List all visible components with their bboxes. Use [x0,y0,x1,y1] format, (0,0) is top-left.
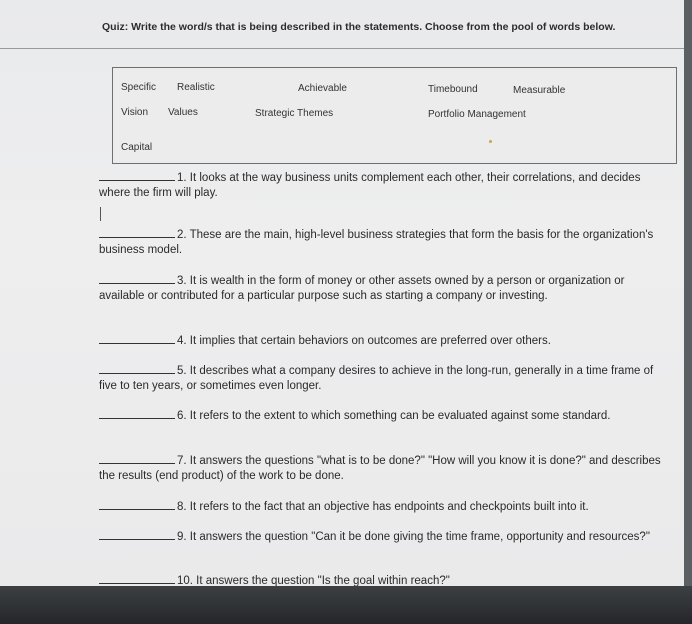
quiz-item [99,572,669,586]
item-text: 4. It implies that certain behaviors on outcomes are preferred over others. [177,335,551,347]
answer-blank[interactable] [99,362,175,374]
pool-word: Portfolio Management [428,109,526,120]
item-text: 3. It is wealth in the form of money or other assets owned by a person or organization or available or contributed for a particular purpose such as starting a company or investing. [99,275,625,302]
answer-blank[interactable] [99,272,175,284]
pool-word: Capital [121,142,153,153]
scrollbar-edge[interactable] [684,0,692,590]
quiz-item [99,452,669,484]
bottom-bezel [0,586,692,624]
header-divider [0,48,686,49]
item-text: 8. It refers to the fact that an objective has endpoints and checkpoints built into it. [177,501,589,513]
speck-mark [489,140,492,143]
quiz-item [99,528,669,545]
answer-blank[interactable] [99,572,175,584]
pool-word: Achievable [298,83,347,94]
pool-word: Realistic [177,82,215,93]
quiz-title: Quiz: Write the word/s that is being described in the statements. Choose from the pool of words below. [102,21,616,33]
answer-blank[interactable] [99,452,175,464]
item-text: 5. It describes what a company desires to achieve in the long-run, generally in a time frame of five to ten years, or sometimes even longer. [99,365,654,392]
answer-blank[interactable] [99,407,175,419]
pool-word: Vision [121,107,149,118]
pool-word: Specific [121,82,157,93]
answer-blank[interactable] [99,498,175,510]
answer-blank[interactable] [99,332,175,344]
quiz-item [99,226,669,258]
quiz-item [99,169,669,201]
quiz-item [99,272,669,304]
pool-word: Strategic Themes [255,108,334,119]
item-text: 1. It looks at the way business units complement each other, their correlations, and decides where the firm will play. [99,172,641,199]
item-text: 6. It refers to the extent to which something can be evaluated against some standard. [177,410,611,422]
item-text: 9. It answers the question "Can it be done giving the time frame, opportunity and resources?" [177,531,650,543]
answer-blank[interactable] [99,226,175,238]
quiz-item [99,407,669,424]
item-text: 2. These are the main, high-level business strategies that form the basis for the organization's business model. [99,229,654,256]
word-pool-box [112,67,677,164]
quiz-item [99,498,669,515]
text-cursor [100,207,101,221]
pool-word: Timebound [428,84,478,95]
quiz-item [99,332,669,349]
item-text: 10. It answers the question "Is the goal within reach?" [177,575,450,586]
quiz-item [99,362,669,394]
pool-word: Measurable [513,85,566,96]
pool-word: Values [168,107,198,118]
answer-blank[interactable] [99,528,175,540]
item-text: 7. It answers the questions "what is to be done?" "How will you know it is done?" and describes the results (end product) of the work to be done. [99,455,661,482]
answer-blank[interactable] [99,169,175,181]
